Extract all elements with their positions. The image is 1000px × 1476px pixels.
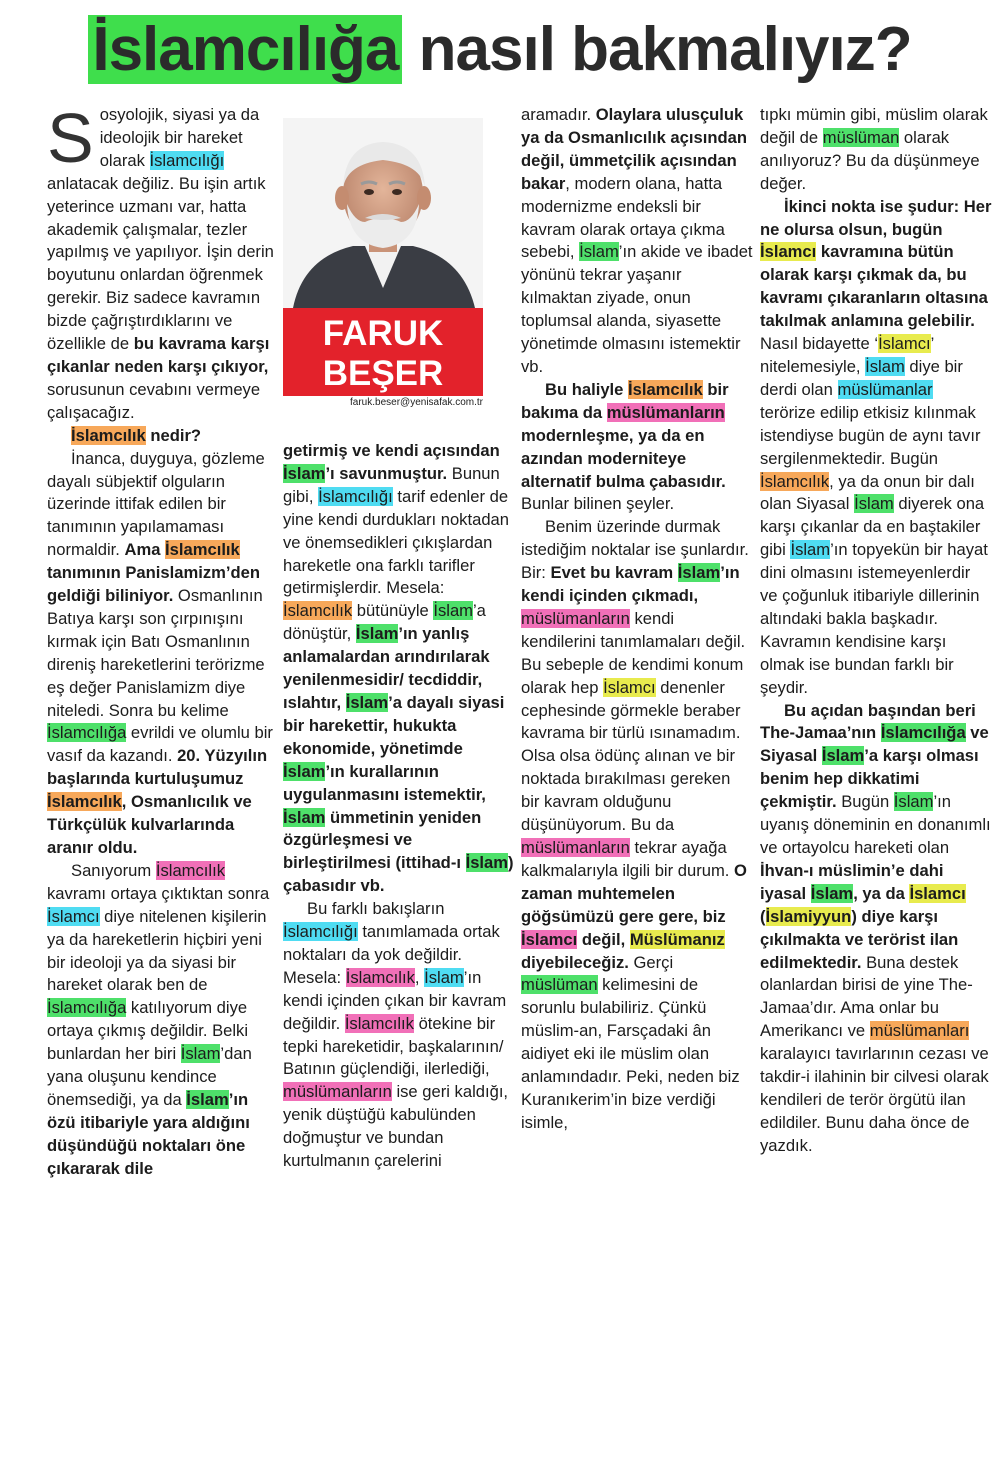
- highlighted-term: İslamcı: [603, 677, 656, 697]
- highlighted-term: İslam: [893, 792, 934, 812]
- article-column-3: [521, 104, 753, 1135]
- highlighted-term: İslamiyyun: [765, 906, 852, 926]
- article-paragraph: [47, 99, 279, 425]
- text-run: Benim üzerinde durmak istediğim noktalar ise şunlardır. Bir:: [521, 517, 749, 583]
- text-run: diyerek ona karşı çıkanlar da en baştakiler gibi: [760, 494, 985, 560]
- text-run: Bu haliyle: [545, 379, 628, 399]
- headline-highlight: İslamcılığa: [88, 15, 402, 84]
- text-run: ’ın topyekün bir hayat dini olmasını istemeyenlerdir ve çoğunluk itibariyle dillerinin altındaki bakla başkadır. Kavramın kendisine karşı olmak ise bundan farklı bir şeydir.: [760, 540, 988, 697]
- author-name-box: [283, 308, 483, 396]
- text-run: ’ın kurallarının uygulanmasını istemektir,: [283, 761, 486, 804]
- text-run: katılıyorum diye ortaya çıkmış değildir. Belki bunlardan her biri: [47, 998, 249, 1064]
- text-run: kavramına bütün olarak karşı çıkmak da, bu kavramı çıkaranların oltasına takılmak anlamına gelebilir.: [760, 242, 988, 331]
- author-name-line2: BEŞER: [322, 354, 444, 393]
- text-run: , ya da: [853, 883, 910, 903]
- text-run: İkinci nokta ise şudur: Her ne olursa olsun, bugün: [760, 196, 992, 239]
- headline-rest: nasıl bakmalıyız?: [418, 15, 912, 84]
- text-run: diye bir derdi olan: [760, 356, 963, 399]
- highlighted-term: İslam: [579, 242, 619, 262]
- text-run: ümmetinin yeniden özgürleşmesi ve birleştirilmesi (ittihad-ı: [283, 807, 482, 873]
- article-paragraph: [760, 104, 992, 196]
- highlighted-term: İslam: [283, 807, 326, 827]
- highlighted-term: müslümanların: [606, 402, 725, 422]
- author-portrait-icon: [283, 118, 483, 308]
- highlighted-term: İslamcılığı: [149, 150, 225, 170]
- text-run: nedir?: [145, 425, 202, 445]
- highlighted-term: İslamcılık: [165, 540, 240, 560]
- highlighted-term: İslam: [283, 463, 326, 483]
- text-run: (: [760, 906, 766, 926]
- text-run: Bu açıdan başından beri The-Jamaa’nın: [760, 700, 976, 743]
- text-run: ’ın yanlış anlamalardan arındırılarak yenilenmesidir/ tecdiddir, ıslahtır,: [283, 624, 490, 712]
- text-run: bir bakıma da: [521, 379, 729, 422]
- article-paragraph: [283, 440, 515, 898]
- text-run: , modern olana, hatta modernizme endeksli bir kavram olarak ortaya çıkma sebebi,: [521, 173, 725, 262]
- highlighted-term: İslamcı: [47, 906, 100, 926]
- highlighted-term: İslam: [424, 967, 464, 987]
- text-run: evrildi ve olumlu bir vasıf da kazandı.: [47, 723, 273, 766]
- text-run: Nasıl bidayette ‘: [760, 334, 879, 354]
- text-run: kelimesini de sorunlu bulabiliriz. Çünkü müslim-an, Farsçadaki ân aidiyet eki ile müslim olan anlamındadır. Peki, neden biz Kuranıkerim’in bize verdiği isimle,: [521, 975, 740, 1132]
- author-photo: [283, 118, 483, 308]
- highlighted-term: İslamcılığı: [318, 486, 393, 506]
- article-paragraph: [47, 448, 279, 860]
- text-run: tıpkı mümin gibi, müslim olarak değil de: [760, 105, 988, 147]
- article-paragraph: [760, 196, 992, 700]
- text-run: kendi kendilerini tanımlamaları değil. Bu sebeple de kendimi konum olarak hep: [521, 608, 746, 697]
- text-run: bu kavrama karşı çıkanlar neden karşı çıkıyor,: [47, 334, 270, 376]
- text-run: ’a dönüştür,: [283, 601, 486, 644]
- text-run: ’ın uyanış döneminin en donanımlı ve ortayolcu hareketi olan: [760, 792, 991, 857]
- text-run: olarak anılıyoruz? Bu da düşünmeye değer.: [760, 127, 980, 193]
- text-run: getirmiş ve kendi açısından: [283, 441, 500, 460]
- text-run: , ya da onun bir dalı olan Siyasal: [760, 471, 975, 514]
- highlighted-term: müslümanların: [521, 608, 630, 628]
- highlighted-term: İslamcılığa: [880, 723, 966, 743]
- text-run: kavramı ortaya çıktıktan sonra: [47, 883, 270, 903]
- text-run: Bu farklı bakışların: [307, 899, 445, 919]
- text-run: tanımının Panislamizm’den geldiği biliniyor.: [47, 563, 260, 606]
- highlighted-term: İslamcılığa: [47, 723, 127, 743]
- text-run: Bunlar bilinen şeyler.: [521, 494, 675, 514]
- highlighted-term: İslam: [677, 563, 721, 583]
- text-run: anlatacak değiliz. Bu işin artık yeterince uzmanı var, hatta akademik çalışmalar, tezler yapılmış ve yapılıyor. İşin derin boyutunu onlardan öğrenmek gerekir. Biz sadece kavramın bizde çağrıştırdıklarını ve özellikle de: [47, 173, 274, 354]
- drop-cap: S: [47, 99, 94, 177]
- author-email: faruk.beser@yenisafak.com.tr: [350, 397, 483, 408]
- highlighted-term: İslamcılığa: [47, 998, 127, 1018]
- text-run: O zaman muhtemelen göğsümüzü gere gere, biz: [521, 860, 747, 926]
- text-run: ’ın akide ve ibadet yönünü tekrar yaşanır kılmaktan ziyade, onun toplumsal alanda, siyasette yönetimde olmasını istemektir vb.: [521, 242, 753, 376]
- text-run: ve Siyasal: [760, 723, 989, 766]
- highlighted-term: İslam: [283, 761, 326, 781]
- highlighted-term: İslamcı: [521, 929, 578, 949]
- highlighted-term: İslamcılık: [283, 601, 353, 621]
- text-run: terörize edilip etkisiz kılınmak istendiyse bugün de aynı tavır sergilenmektedir. Bugün: [760, 402, 981, 468]
- article-paragraph: [521, 379, 753, 516]
- text-run: Bunun gibi,: [283, 463, 500, 506]
- highlighted-term: İslam: [180, 1044, 221, 1064]
- text-run: modernleşme, ya da en azından moderniteye alternatif bulma çabasıdır.: [521, 425, 726, 491]
- highlighted-term: İslam: [465, 853, 509, 873]
- text-run: İhvan-ı müslimin’e dahi iyasal: [760, 860, 944, 903]
- highlighted-term: İslam: [186, 1089, 229, 1109]
- highlighted-term: İslam: [854, 494, 894, 514]
- text-run: ’dan yana oluşunu kendince önemsediği, ya da: [47, 1044, 252, 1109]
- article-paragraph: [47, 860, 279, 1181]
- highlighted-term: müslüman: [521, 975, 598, 995]
- highlighted-term: İslamcılık: [760, 471, 830, 491]
- text-run: , Osmanlıcılık ve Türkçülük kulvarlarında aranır oldu.: [47, 792, 252, 857]
- highlighted-term: İslamcı: [878, 334, 931, 354]
- text-run: tarif edenler de yine kendi durdukları noktadan ve önemsedikleri çıkışlardan hareketle ona farklı tarifler getirmişlerdir. Mesela:: [283, 486, 510, 598]
- highlighted-term: İslam: [345, 692, 389, 712]
- text-run: ’a karşı olması benim hep dikkatimi çekmiştir.: [760, 746, 979, 812]
- article-paragraph: [760, 700, 992, 1158]
- author-box: [283, 118, 483, 410]
- highlighted-term: İslamcı: [909, 883, 966, 903]
- article-paragraph: [47, 425, 279, 448]
- text-run: ,: [414, 967, 425, 987]
- text-run: osyolojik, siyasi ya da ideolojik bir hareket olarak: [99, 105, 260, 170]
- highlighted-term: müslümanların: [283, 1082, 392, 1102]
- article-column-4: [760, 104, 992, 1158]
- article-paragraph: [283, 898, 515, 1173]
- text-run: ise geri kaldığı, yenik düştüğü kabulünden doğmuştur ve bundan kurtulmanın çarelerini: [283, 1082, 509, 1171]
- text-run: diye nitelenen kişilerin ya da hareketlerin hiçbiri yeni bir ideoloji ya da siyasi bir hareket olarak ben de: [47, 906, 267, 995]
- text-run: ’a dayalı siyasi bir harekettir, hukukta ekonomide, yönetimde: [283, 692, 505, 758]
- highlighted-term: müslümanların: [521, 838, 630, 857]
- highlighted-term: İslam: [790, 540, 831, 560]
- highlighted-term: İslam: [821, 746, 865, 766]
- highlighted-term: müslümanları: [869, 1021, 970, 1041]
- text-run: bütünüyle: [352, 601, 434, 621]
- highlighted-term: İslamcılık: [155, 860, 226, 880]
- text-run: ’ın kendi içinden çıkan bir kavram değildir.: [283, 967, 507, 1033]
- text-run: Bugün: [836, 792, 894, 812]
- text-run: Ama: [124, 540, 166, 560]
- highlighted-term: İslam: [433, 601, 473, 621]
- highlighted-term: İslamcılık: [345, 967, 415, 987]
- highlighted-term: İslam: [810, 883, 854, 903]
- highlighted-term: İslamcılık: [344, 1013, 414, 1033]
- highlighted-term: İslam: [355, 624, 399, 644]
- text-run: değil,: [577, 929, 630, 949]
- text-run: sorusunun cevabını vermeye çalışacağız.: [47, 379, 261, 422]
- highlighted-term: İslamcılık: [71, 425, 146, 445]
- text-run: Evet bu kavram: [550, 563, 678, 583]
- text-run: ) çabasıdır vb.: [283, 853, 514, 896]
- article-paragraph: [521, 516, 753, 1134]
- text-run: İnanca, duyguya, gözleme dayalı sübjektif olguların üzerinde ittifak edilen bir tanımının yapılamaması normaldir.: [47, 448, 265, 560]
- text-run: ’ nitelemesiyle,: [760, 334, 934, 376]
- text-run: Olaylara ulusçuluk ya da Osmanlıcılık açısından değil, ümmetçilik açısından bakar: [521, 105, 747, 193]
- text-run: 20. Yüzyılın başlarında kurtuluşumuz: [47, 746, 268, 789]
- highlighted-term: İslamcılık: [628, 379, 703, 399]
- text-run: ’ı savunmuştur.: [325, 463, 448, 483]
- highlighted-term: İslamcı: [760, 242, 817, 262]
- text-run: karalayıcı tavırlarının cezası ve takdir-i ilahinin bir cilvesi olarak kendileri de terör örgütü ilan edildiler. Bunu daha önce de yazdık.: [760, 1044, 989, 1155]
- text-run: aramadır.: [521, 105, 596, 124]
- text-run: Gerçi: [628, 952, 674, 972]
- article-paragraph: [521, 104, 753, 379]
- author-name-line1: FARUK: [322, 314, 444, 353]
- text-run: tanımlamada ortak noktaları da yok değildir. Mesela:: [283, 922, 500, 987]
- highlighted-term: İslamcılık: [47, 792, 122, 812]
- headline: [0, 0, 1000, 108]
- highlighted-term: Müslümanız: [629, 929, 725, 949]
- text-run: Osmanlının Batıya karşı son çırpınışını kırmak için Batı Osmanlının direniş hareketlerini terörizme eş değer Panislamizm diye niteledi. Sonra bu kelime: [47, 586, 265, 720]
- text-run: diyebileceğiz.: [521, 952, 629, 972]
- text-run: ’ın kendi içinden çıkmadı,: [521, 563, 740, 606]
- highlighted-term: İslamcılığı: [283, 922, 358, 942]
- highlighted-term: müslüman: [822, 127, 900, 147]
- article-column-1: [47, 99, 279, 1181]
- highlighted-term: müslümanlar: [837, 379, 933, 399]
- article-column-2: [283, 440, 515, 1173]
- text-run: ’ın özü itibariyle yara aldığını düşündüğü noktaları öne çıkararak dile: [47, 1089, 250, 1178]
- highlighted-term: İslam: [865, 356, 905, 376]
- text-run: tekrar ayağa kalkmalarıyla ilgili bir durum.: [521, 838, 735, 880]
- text-run: Buna destek olanlardan birisi de yine The-Jamaa’dır. Ama onlar bu Amerikancı ve: [760, 952, 973, 1041]
- text-run: ) diye karşı çıkılmakta ve terörist ilan edilmektedir.: [760, 906, 959, 972]
- text-run: Sanıyorum: [71, 860, 156, 880]
- text-run: ötekine bir tepki hareketidir, başkalarının/ Batının güçlendiği, ilerlediği,: [283, 1013, 504, 1079]
- text-run: denenler cephesinde görmekle beraber kavrama bir türlü ısınamadım. Olsa olsa ödünç alınan ve bir noktada bırakılması gereken bir kavram olduğunu düşünüyorum. Bu da: [521, 677, 741, 835]
